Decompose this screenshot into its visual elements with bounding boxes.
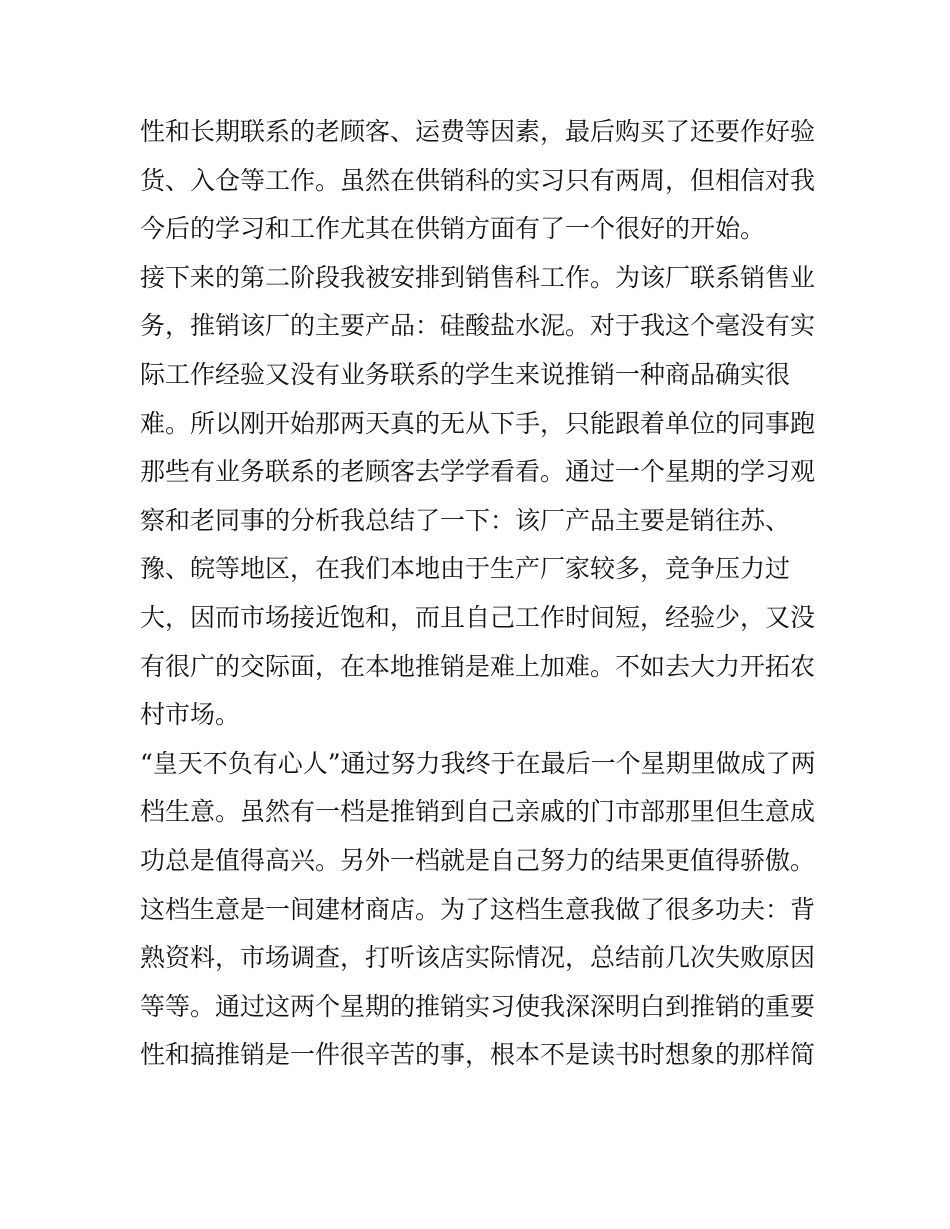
text-line: 功总是值得高兴。另外一档就是自己努力的结果更值得骄傲。 [140, 845, 816, 875]
text-line: 档生意。虽然有一档是推销到自己亲戚的门市部那里但生意成 [140, 797, 816, 827]
text-line: 豫、皖等地区，在我们本地由于生产厂家较多，竞争压力过 [140, 554, 791, 584]
text-line: “皇天不负有心人”通过努力我终于在最后一个星期里做成了两 [140, 748, 816, 778]
text-line: 有很广的交际面，在本地推销是难上加难。不如去大力开拓农 [140, 651, 816, 681]
text-line: 货、入仓等工作。虽然在供销科的实习只有两周，但相信对我 [140, 165, 816, 195]
text-line: 这档生意是一间建材商店。为了这档生意我做了很多功夫：背 [140, 894, 816, 924]
text-line: 际工作经验又没有业务联系的学生来说推销一种商品确实很 [140, 359, 791, 389]
text-line: 察和老同事的分析我总结了一下：该厂产品主要是销往苏、 [140, 505, 791, 535]
text-line: 难。所以刚开始那两天真的无从下手，只能跟着单位的同事跑 [140, 408, 816, 438]
text-line: 性和长期联系的老顾客、运费等因素，最后购买了还要作好验 [140, 117, 816, 146]
text-line: 务，推销该厂的主要产品：硅酸盐水泥。对于我这个毫没有实 [140, 311, 816, 341]
text-line: 等等。通过这两个星期的推销实习使我深深明白到推销的重要 [140, 991, 816, 1021]
text-line: 村市场。 [140, 700, 241, 730]
text-line: 那些有业务联系的老顾客去学学看看。通过一个星期的学习观 [140, 457, 816, 487]
text-line: 大，因而市场接近饱和，而且自己工作时间短，经验少，又没 [140, 602, 816, 632]
body-text [140, 108, 820, 1080]
text-line: 接下来的第二阶段我被安排到销售科工作。为该厂联系销售业 [140, 262, 816, 292]
text-line: 今后的学习和工作尤其在供销方面有了一个很好的开始。 [140, 214, 766, 244]
text-line: 熟资料，市场调查，打听该店实际情况，总结前几次失败原因 [140, 943, 816, 973]
text-line: 性和搞推销是一件很辛苦的事，根本不是读书时想象的那样简 [140, 1040, 816, 1070]
